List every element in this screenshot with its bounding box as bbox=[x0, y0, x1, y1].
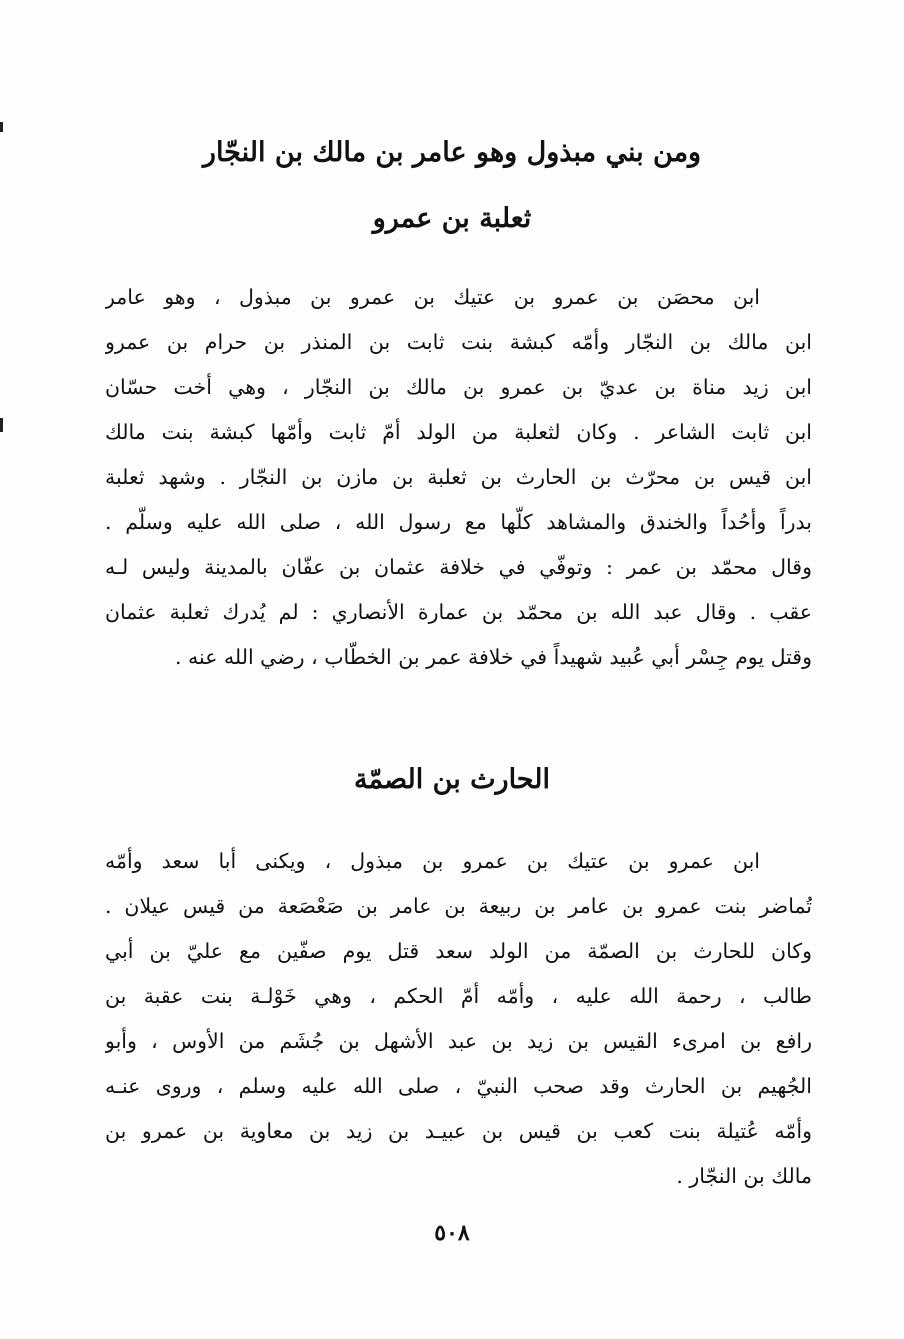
paragraph-line: طالب ، رحمة الله عليه ، وأمّه أمّ الحكم ، وهي خَوْلـة بنت عقبة بن bbox=[105, 984, 812, 1008]
entry-1-paragraph bbox=[105, 275, 812, 680]
paragraph-line: وكان للحارث بن الصمّة من الولد سعد قتل يوم صفّين مع عليّ بن أبي bbox=[105, 939, 812, 963]
paragraph-line: ابن مالك بن النجّار وأمّه كبشة بنت ثابت بن المنذر بن حرام بن عمرو bbox=[105, 330, 812, 354]
paragraph-line: ابن زيد مناة بن عديّ بن عمرو بن مالك بن النجّار ، وهي أخت حسّان bbox=[105, 375, 812, 399]
paragraph-line: الجُهيم بن الحارث وقد صحب النبيّ ، صلى الله عليه وسلم ، وروى عنـه bbox=[105, 1074, 812, 1098]
paragraph-line: ابن قيس بن محرّث بن الحارث بن ثعلبة بن مازن بن النجّار . وشهد ثعلبة bbox=[105, 465, 812, 489]
entry-2-name: الحارث بن الصمّة bbox=[354, 764, 550, 795]
paragraph-line: بدراً وأحُداً والخندق والمشاهد كلّها مع رسول الله ، صلى الله عليه وسلّم . bbox=[105, 510, 812, 534]
scan-margin-mark bbox=[0, 122, 3, 132]
paragraph-line: وأمّه عُتيلة بنت كعب بن قيس بن عبيـد بن زيد بن معاوية بن عمرو بن bbox=[105, 1119, 812, 1143]
entry-2-paragraph bbox=[105, 839, 812, 1199]
paragraph-line: وقال محمّد بن عمر : وتوفّي في خلافة عثمان بن عفّان بالمدينة وليس لـه bbox=[105, 555, 812, 579]
paragraph-line: رافع بن امرىء القيس بن زيد بن عبد الأشهل بن جُشَم من الأوس ، وأبو bbox=[105, 1029, 812, 1053]
scan-margin-mark bbox=[0, 418, 3, 432]
paragraph-line: ابن محصَن بن عمرو بن عتيك بن عمرو بن مبذول ، وهو عامر bbox=[105, 285, 760, 309]
paragraph-line: مالك بن النجّار . bbox=[676, 1164, 812, 1188]
paragraph-line: عقب . وقال عبد الله بن محمّد بن عمارة الأنصاري : لم يُدرك ثعلبة عثمان bbox=[105, 600, 812, 624]
page-number: ٥٠٨ bbox=[434, 1220, 470, 1246]
paragraph-line: ابن عمرو بن عتيك بن عمرو بن مبذول ، ويكنى أبا سعد وأمّه bbox=[105, 849, 760, 873]
paragraph-line: ابن ثابت الشاعر . وكان لثعلبة من الولد أمّ ثابت وأمّها كبشة بنت مالك bbox=[105, 420, 812, 444]
paragraph-line: وقتل يوم جِسْر أبي عُبيد شهيداً في خلافة عمر بن الخطّاب ، رضي الله عنه . bbox=[174, 645, 812, 669]
paragraph-line: تُماضر بنت عمرو بن عامر بن ربيعة بن عامر بن صَعْصَعة من قيس عيلان . bbox=[105, 894, 812, 918]
section-title: ومن بني مبذول وهو عامر بن مالك بن النجّار bbox=[202, 137, 702, 168]
entry-1-name: ثعلبة بن عمرو bbox=[372, 203, 532, 234]
